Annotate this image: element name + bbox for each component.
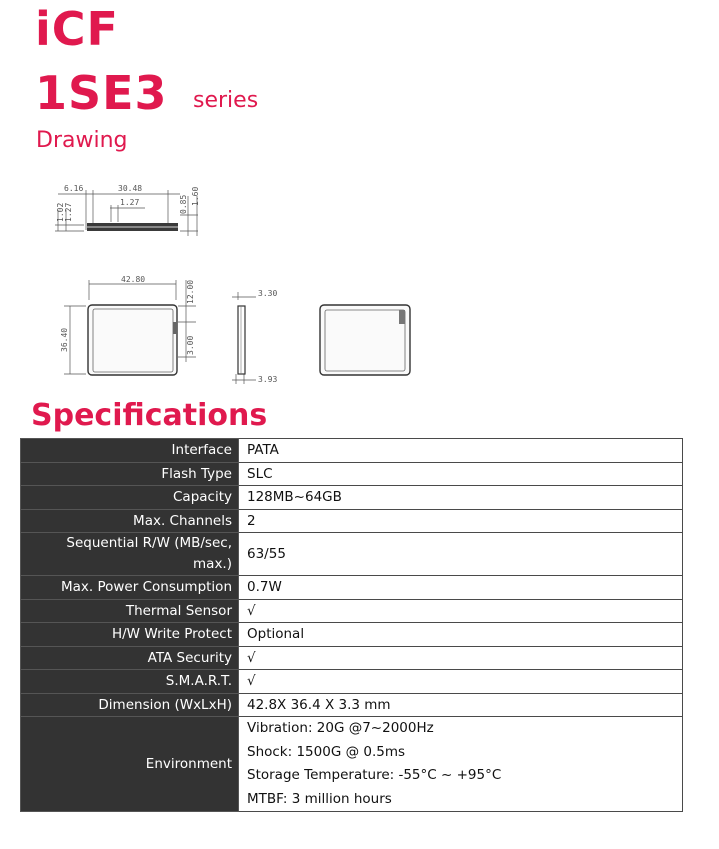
card-side-view: [238, 306, 245, 374]
table-row: [21, 486, 683, 510]
dim-label: 36.40: [60, 327, 69, 352]
spec-label: H/W Write Protect: [21, 623, 239, 647]
environment-line: MTBF: 3 million hours: [247, 790, 392, 807]
dim-label: 1.02: [56, 202, 65, 222]
table-row: [21, 693, 683, 717]
spec-value: 42.8X 36.4 X 3.3 mm: [239, 693, 683, 717]
spec-label: Sequential R/W (MB/sec, max.): [21, 533, 239, 576]
card-back-view: [320, 305, 410, 375]
spec-label: Dimension (WxLxH): [21, 693, 239, 717]
spec-label: Max. Channels: [21, 509, 239, 533]
series-label: series: [193, 88, 259, 113]
dim-label: 42.80: [121, 275, 146, 284]
spec-label: Interface: [21, 439, 239, 463]
spec-value: PATA: [239, 439, 683, 463]
dim-label: 12.00: [186, 279, 195, 304]
spec-value: 0.7W: [239, 576, 683, 600]
spec-value: √: [239, 670, 683, 694]
spec-value: SLC: [239, 462, 683, 486]
spec-value-environment: [239, 717, 683, 812]
table-row: [21, 462, 683, 486]
dim-label: 6.16: [64, 184, 84, 193]
spec-value: √: [239, 646, 683, 670]
dim-label: 1.27: [64, 202, 73, 222]
environment-line: Storage Temperature: -55°C ~ +95°C: [247, 767, 502, 783]
model-name: 1SE3: [35, 66, 168, 120]
dim-label: 0.85: [179, 194, 188, 214]
dim-label: 3.00: [186, 335, 195, 355]
spec-label: Environment: [21, 717, 239, 812]
drawing-heading: Drawing: [36, 128, 128, 153]
spec-value: 63/55: [239, 533, 683, 576]
spec-label: S.M.A.R.T.: [21, 670, 239, 694]
table-row: [21, 439, 683, 463]
table-row: [21, 576, 683, 600]
table-row: [21, 599, 683, 623]
specifications-table: [20, 438, 683, 812]
environment-line: Shock: 1500G @ 0.5ms: [247, 743, 406, 760]
spec-value: 128MB~64GB: [239, 486, 683, 510]
table-row: [21, 509, 683, 533]
spec-label: Flash Type: [21, 462, 239, 486]
dim-label: 3.93: [258, 375, 278, 384]
spec-label: ATA Security: [21, 646, 239, 670]
spec-value: 2: [239, 509, 683, 533]
spec-label: Thermal Sensor: [21, 599, 239, 623]
card-front-view: [88, 305, 177, 375]
table-row: [21, 717, 683, 812]
table-row: [21, 623, 683, 647]
brand-name: iCF: [35, 2, 119, 56]
dim-label: 3.30: [258, 289, 278, 298]
specifications-heading: Specifications: [31, 398, 268, 433]
environment-line: Vibration: 20G @7~2000Hz: [247, 720, 434, 736]
spec-label: Capacity: [21, 486, 239, 510]
dim-label: 1.60: [191, 186, 200, 206]
dim-label: 1.27: [120, 198, 140, 207]
spec-label: Max. Power Consumption: [21, 576, 239, 600]
technical-drawing: [0, 0, 719, 400]
table-row: [21, 670, 683, 694]
table-row: [21, 646, 683, 670]
dim-label: 30.48: [118, 184, 143, 193]
spec-value: Optional: [239, 623, 683, 647]
table-row: [21, 533, 683, 576]
spec-value: √: [239, 599, 683, 623]
